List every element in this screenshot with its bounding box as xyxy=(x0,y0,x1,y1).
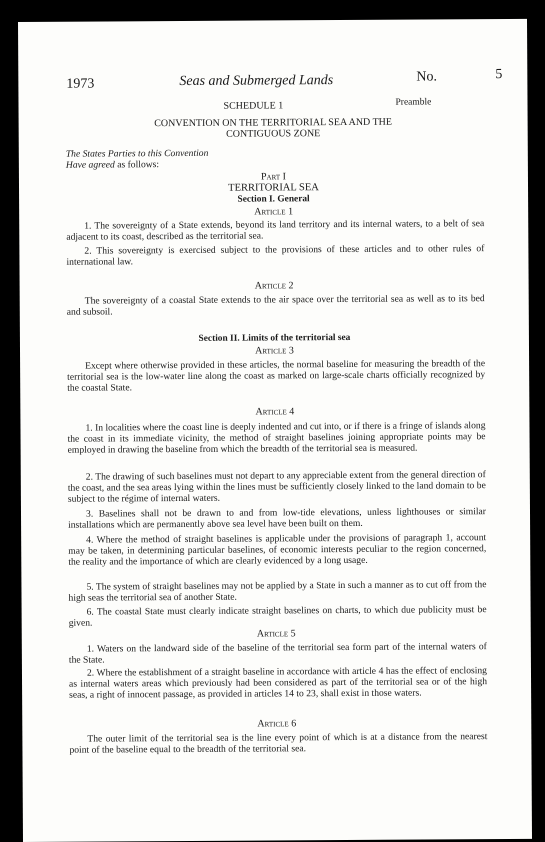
convention-title-line1: CONVENTION ON THE TERRITORIAL SEA AND THE xyxy=(154,116,393,130)
article5-para1: 1. Waters on the landward side of the baseline of the territorial sea form part of the internal waters of the State. xyxy=(68,641,487,666)
part-title: TERRITORIAL SEA xyxy=(228,182,319,194)
article3-heading: Article 3 xyxy=(255,345,294,357)
part-heading: Part I xyxy=(260,171,286,183)
article4-para2: 2. The drawing of such baselines must not depart to any appreciable extent from the general direction of the coast, and the sea areas lying within the lines must be sufficiently closely linked to the land domain to be subject to the régime of internal waters. xyxy=(67,469,486,506)
article4-para3: 3. Baselines shall not be drawn to and from low-tide elevations, unless lighthouses or similar installations which are permanently above sea level have been built on them. xyxy=(68,506,487,531)
header-title: Seas and Submerged Lands xyxy=(179,73,334,90)
article6-para1: The outer limit of the territorial sea is the line every point of which is at a distance from the nearest point of the baseline equal to the breadth of the territorial sea. xyxy=(69,731,488,756)
article4-para5: 5. The system of straight baselines may not be applied by a State in such a manner as to cut off from the high seas the territorial sea of another State. xyxy=(68,579,487,604)
section1-heading: Section I. General xyxy=(237,194,310,205)
preamble-line2: Have agreed as follows: xyxy=(65,159,160,171)
schedule-heading: SCHEDULE 1 xyxy=(223,100,284,112)
article2-heading: Article 2 xyxy=(254,280,294,292)
article4-para1: 1. In localities where the coast line is deeply indented and cut into, or if there is a fringe of islands along the coast in its immediate vicinity, the method of straight baselines joining appropriate points may be employed in drawing the baseline from which the breadth of the territorial sea is measured. xyxy=(67,420,486,457)
page-number: 5 xyxy=(495,67,503,83)
article4-para4: 4. Where the method of straight baselines is applicable under the provisions of paragraph 1, account may be taken, in determining particular baselines, of economic interests peculiar to the region concerned, the reality and the importance of which are clearly evidenced by a long usage. xyxy=(68,532,487,569)
section2-heading: Section II. Limits of the territorial sea xyxy=(198,332,351,344)
article2-para1: The sovereignty of a coastal State extends to the air space over the territorial sea as well as to its bed and subsoil. xyxy=(66,293,485,318)
article4-heading: Article 4 xyxy=(255,406,295,418)
article4-para6: 6. The coastal State must clearly indicate straight baselines on charts, to which due publicity must be given. xyxy=(68,604,487,629)
article5-heading: Article 5 xyxy=(256,628,296,640)
article1-para2: 2. This sovereignty is exercised subject to the provisions of these articles and to other rules of international law. xyxy=(66,243,485,268)
margin-note-preamble: Preamble xyxy=(395,97,432,108)
preamble-line1: The States Parties to this Convention xyxy=(65,147,209,160)
article1-heading: Article 1 xyxy=(254,206,294,218)
header-no-label: No. xyxy=(416,69,438,85)
article5-para2: 2. Where the establishment of a straight baseline in accordance with article 4 has the effect of enclosing as internal waters areas which previously had been considered as part of the territorial sea or of the high seas, a right of innocent passage, as provided in articles 14 to 23, shall exist in those waters. xyxy=(69,665,488,702)
document-page xyxy=(18,19,532,842)
article3-para1: Except where otherwise provided in these articles, the normal baseline for measuring the breadth of the territorial sea is the low-water line along the coast as marked on large-scale charts officially recognized by the coastal State. xyxy=(67,358,486,395)
article1-para1: 1. The sovereignty of a State extends, beyond its land territory and its internal waters, to a belt of sea adjacent to its coast, described as the territorial sea. xyxy=(66,218,485,243)
article6-heading: Article 6 xyxy=(257,718,297,730)
header-year: 1973 xyxy=(66,76,95,92)
convention-title-line2: CONTIGUOUS ZONE xyxy=(226,128,321,140)
